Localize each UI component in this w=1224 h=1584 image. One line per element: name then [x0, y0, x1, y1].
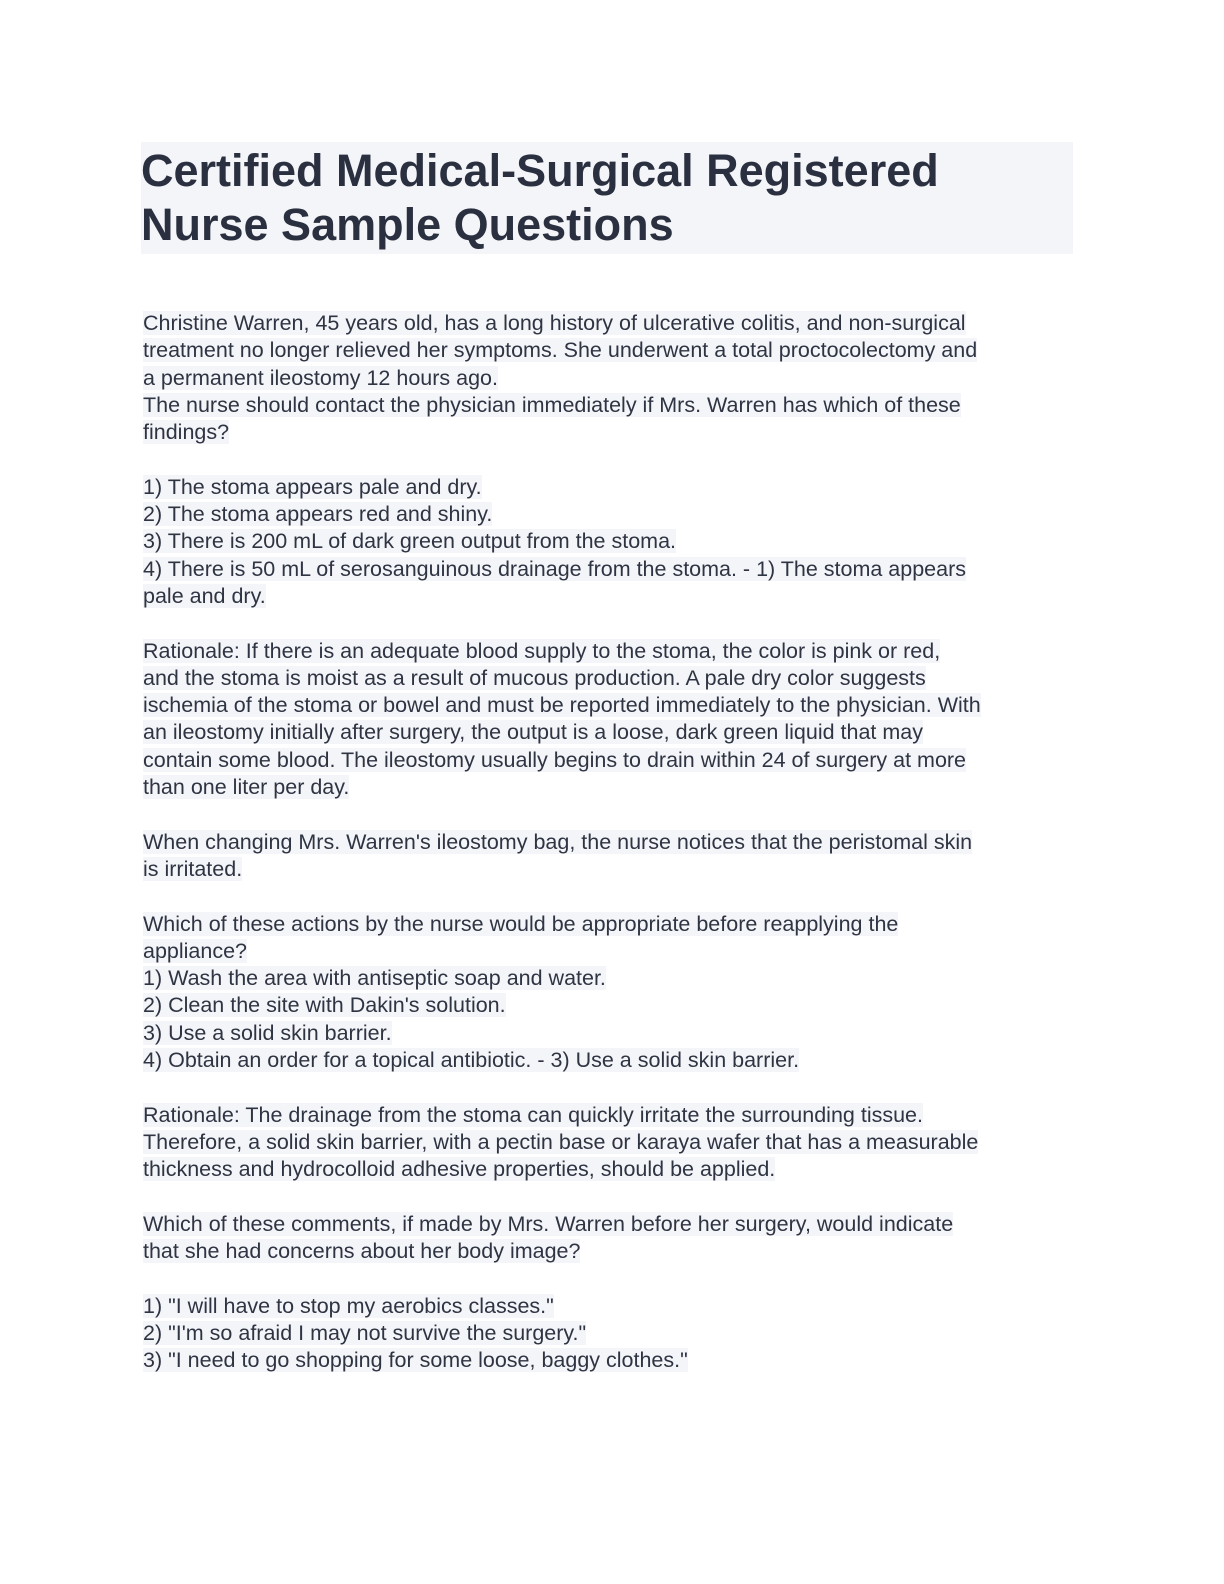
text-line [143, 829, 1073, 856]
text-line-content: 1) "I will have to stop my aerobics classes." [143, 1293, 554, 1318]
text-line-content: than one liter per day. [143, 775, 350, 800]
text-line-content: appliance? [143, 938, 248, 963]
blank-line [143, 1265, 1073, 1292]
text-line [143, 392, 1073, 419]
text-line-content: 4) There is 50 mL of serosanguinous drainage from the stoma. - 1) The stoma appears [143, 556, 967, 581]
text-line [143, 501, 1073, 528]
text-line-content: a permanent ileostomy 12 hours ago. [143, 365, 498, 390]
text-line [143, 556, 1073, 583]
text-line-content: 3) "I need to go shopping for some loose, baggy clothes." [143, 1348, 688, 1373]
text-line-content: Rationale: The drainage from the stoma can quickly irritate the surrounding tissue. [143, 1102, 923, 1127]
text-line-content: 3) There is 200 mL of dark green output from the stoma. [143, 529, 676, 554]
text-line [143, 1047, 1073, 1074]
text-line [143, 1211, 1073, 1238]
text-line-content: Which of these actions by the nurse would be appropriate before reapplying the [143, 911, 899, 936]
text-line [143, 1320, 1073, 1347]
text-line-content: that she had concerns about her body image? [143, 1239, 581, 1264]
text-line [143, 1020, 1073, 1047]
text-line-content: and the stoma is moist as a result of mucous production. A pale dry color suggests [143, 665, 926, 690]
text-line-content: 1) The stoma appears pale and dry. [143, 474, 482, 499]
text-line [143, 665, 1073, 692]
text-line-content: ischemia of the stoma or bowel and must be reported immediately to the physician. With [143, 693, 981, 718]
text-line-content: an ileostomy initially after surgery, the output is a loose, dark green liquid that may [143, 720, 923, 745]
text-line [143, 1102, 1073, 1129]
text-line [143, 692, 1073, 719]
text-line [143, 965, 1073, 992]
text-line [143, 1293, 1073, 1320]
text-line [143, 1238, 1073, 1265]
document-title [141, 142, 1073, 254]
blank-line [143, 1074, 1073, 1101]
title-line-2: Nurse Sample Questions [141, 199, 674, 250]
text-line-content: 2) "I'm so afraid I may not survive the surgery." [143, 1320, 587, 1345]
title-line-1: Certified Medical-Surgical Registered [141, 145, 939, 196]
text-line-content: pale and dry. [143, 583, 266, 608]
text-line-content: contain some blood. The ileostomy usually begins to drain within 24 of surgery at more [143, 747, 967, 772]
text-line-content: Rationale: If there is an adequate blood supply to the stoma, the color is pink or red, [143, 638, 941, 663]
text-line-content: The nurse should contact the physician immediately if Mrs. Warren has which of these [143, 392, 961, 417]
text-line-content: 4) Obtain an order for a topical antibiotic. - 3) Use a solid skin barrier. [143, 1048, 800, 1073]
text-line-content: treatment no longer relieved her symptoms. She underwent a total proctocolectomy and [143, 338, 978, 363]
text-line-content: Therefore, a solid skin barrier, with a pectin base or karaya wafer that has a measurable [143, 1129, 979, 1154]
text-line [143, 337, 1073, 364]
text-line [143, 719, 1073, 746]
text-line-content: 1) Wash the area with antiseptic soap and water. [143, 966, 606, 991]
text-line-content: 2) The stoma appears red and shiny. [143, 502, 493, 527]
text-line [143, 638, 1073, 665]
document-body [143, 310, 1073, 1375]
text-line [143, 774, 1073, 801]
text-line [143, 938, 1073, 965]
blank-line [143, 446, 1073, 473]
text-line-content: 2) Clean the site with Dakin's solution. [143, 993, 506, 1018]
document-page [143, 142, 1073, 1375]
blank-line [143, 801, 1073, 828]
blank-line [143, 883, 1073, 910]
text-line [143, 747, 1073, 774]
blank-line [143, 610, 1073, 637]
text-line [143, 528, 1073, 555]
text-line [143, 1129, 1073, 1156]
blank-line [143, 1184, 1073, 1211]
text-line-content: thickness and hydrocolloid adhesive properties, should be applied. [143, 1157, 776, 1182]
text-line [143, 856, 1073, 883]
text-line [143, 911, 1073, 938]
text-line [143, 1347, 1073, 1374]
text-line [143, 1156, 1073, 1183]
text-line-content: When changing Mrs. Warren's ileostomy bag, the nurse notices that the peristomal skin [143, 829, 973, 854]
text-line [143, 310, 1073, 337]
text-line [143, 365, 1073, 392]
text-line-content: Christine Warren, 45 years old, has a long history of ulcerative colitis, and non-surgical [143, 311, 966, 335]
text-line-content: 3) Use a solid skin barrier. [143, 1020, 392, 1045]
text-line-content: findings? [143, 420, 230, 445]
text-line-content: is irritated. [143, 856, 243, 881]
text-line [143, 583, 1073, 610]
text-line [143, 992, 1073, 1019]
text-line [143, 474, 1073, 501]
text-line-content: Which of these comments, if made by Mrs. Warren before her surgery, would indicate [143, 1211, 954, 1236]
text-line [143, 419, 1073, 446]
